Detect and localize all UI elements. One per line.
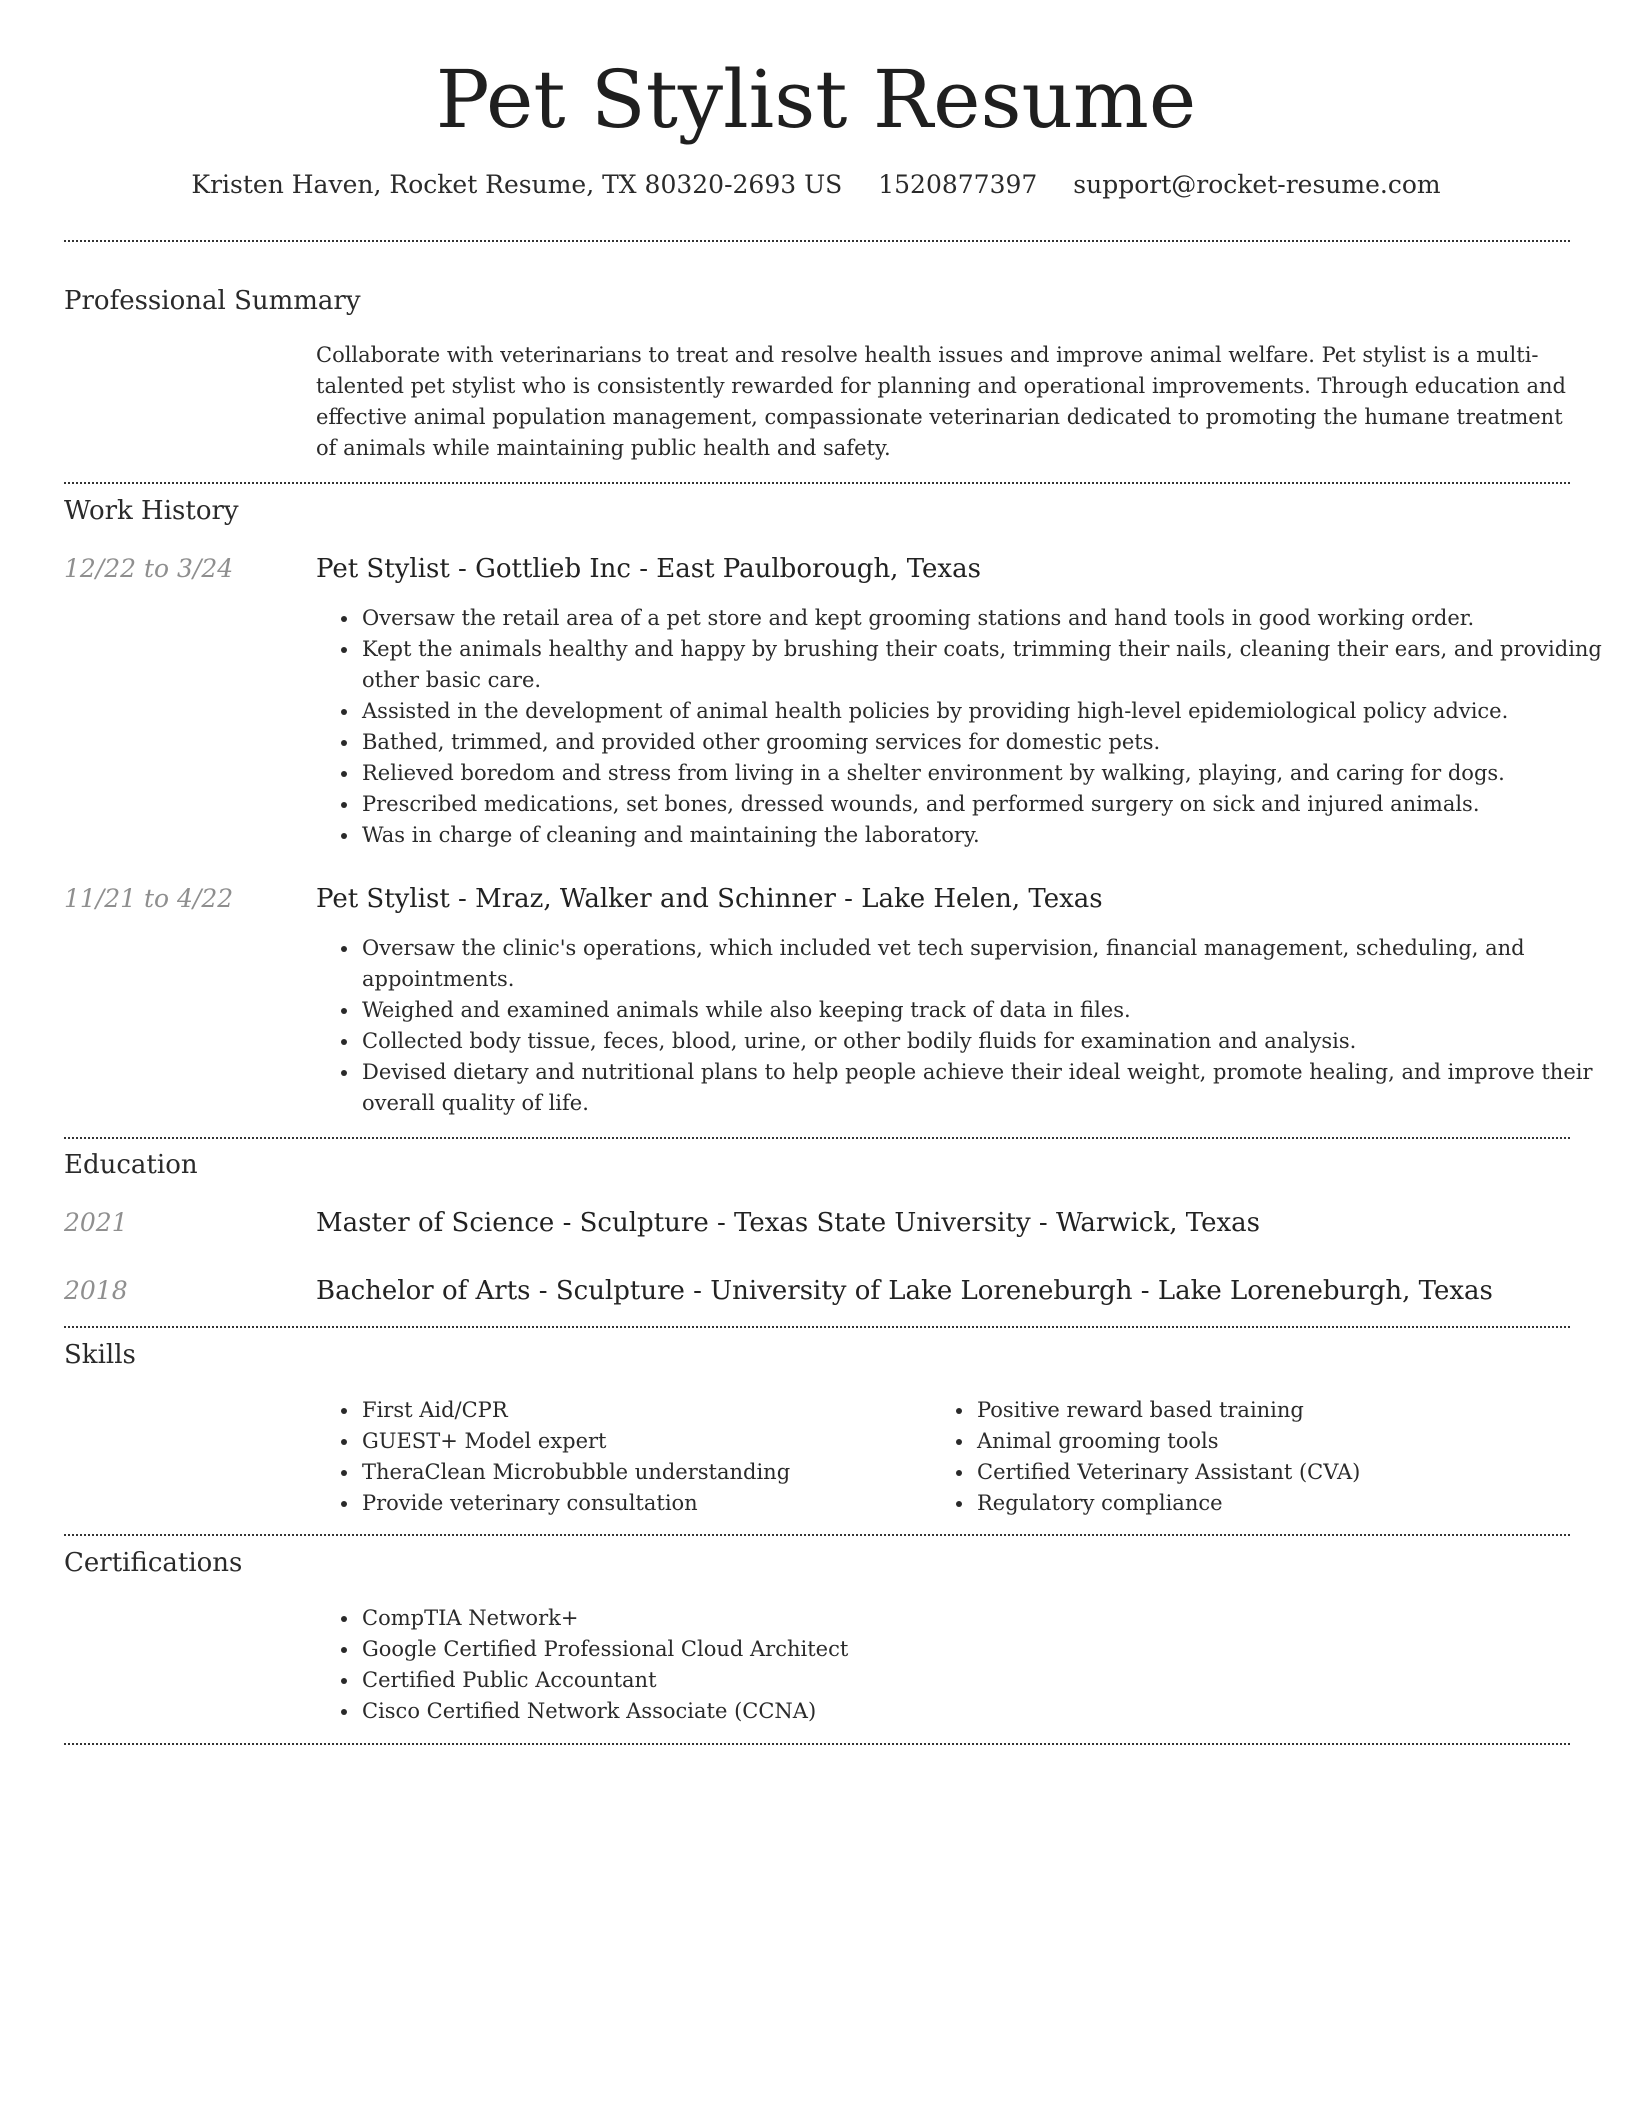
section-divider: [64, 1743, 1570, 1745]
list-item: • CompTIA Network+: [360, 1603, 1260, 1634]
education-year: 2018: [64, 1276, 128, 1305]
section-heading-education: Education: [64, 1150, 198, 1180]
list-item: • First Aid/CPR: [360, 1395, 920, 1426]
section-divider: [64, 1137, 1570, 1139]
list-item: • Provide veterinary consultation: [360, 1488, 920, 1519]
section-divider: [64, 1534, 1570, 1536]
list-item: • Relieved boredom and stress from living in a shelter environment by walking, playing, and caring for dogs.: [360, 758, 1618, 789]
contact-email[interactable]: support@rocket-resume.com: [1073, 170, 1441, 199]
job-title: Pet Stylist - Gottlieb Inc - East Paulborough, Texas: [316, 554, 981, 584]
section-heading-skills: Skills: [64, 1340, 136, 1370]
contact-address: Kristen Haven, Rocket Resume, TX 80320-2693 US: [191, 170, 843, 199]
resume-title: Pet Stylist Resume: [435, 53, 1197, 146]
list-item: • Animal grooming tools: [975, 1426, 1575, 1457]
section-heading-work: Work History: [64, 496, 239, 526]
list-item: • Assisted in the development of animal health policies by providing high-level epidemiological policy advice.: [360, 696, 1618, 727]
section-divider: [64, 482, 1570, 484]
list-item: • Regulatory compliance: [975, 1488, 1575, 1519]
list-item: • Bathed, trimmed, and provided other grooming services for domestic pets.: [360, 727, 1618, 758]
job-duties-list: [316, 603, 1618, 851]
education-degree: Master of Science - Sculpture - Texas State University - Warwick, Texas: [316, 1208, 1260, 1238]
list-item: • Devised dietary and nutritional plans to help people achieve their ideal weight, promote healing, and improve their overall quality of life.: [360, 1057, 1618, 1119]
list-item: • Certified Public Accountant: [360, 1665, 1260, 1696]
list-item: • Collected body tissue, feces, blood, urine, or other bodily fluids for examination and analysis.: [360, 1026, 1618, 1057]
contact-phone: 1520877397: [878, 170, 1038, 199]
list-item: • Prescribed medications, set bones, dressed wounds, and performed surgery on sick and injured animals.: [360, 789, 1618, 820]
skills-list-right: [931, 1395, 1575, 1519]
list-item: • Positive reward based training: [975, 1395, 1575, 1426]
list-item: • Oversaw the clinic's operations, which included vet tech supervision, financial management, scheduling, and appointments.: [360, 933, 1618, 995]
contact-line: [0, 168, 1632, 202]
section-heading-certifications: Certifications: [64, 1548, 243, 1578]
education-degree: Bachelor of Arts - Sculpture - University of Lake Loreneburgh - Lake Loreneburgh, Texas: [316, 1276, 1493, 1306]
list-item: • Google Certified Professional Cloud Architect: [360, 1634, 1260, 1665]
section-heading-summary: Professional Summary: [64, 286, 361, 316]
list-item: • Was in charge of cleaning and maintaining the laboratory.: [360, 820, 1618, 851]
section-divider: [64, 240, 1570, 242]
skills-list-left: [316, 1395, 920, 1519]
list-item: • Certified Veterinary Assistant (CVA): [975, 1457, 1575, 1488]
section-divider: [64, 1326, 1570, 1328]
list-item: • TheraClean Microbubble understanding: [360, 1457, 920, 1488]
list-item: • Cisco Certified Network Associate (CCNA): [360, 1696, 1260, 1727]
list-item: • GUEST+ Model expert: [360, 1426, 920, 1457]
education-year: 2021: [64, 1208, 128, 1237]
job-dates: 11/21 to 4/22: [64, 884, 234, 913]
job-duties-list: [316, 933, 1618, 1119]
job-title: Pet Stylist - Mraz, Walker and Schinner - Lake Helen, Texas: [316, 884, 1103, 914]
list-item: • Weighed and examined animals while also keeping track of data in files.: [360, 995, 1618, 1026]
certifications-list: [316, 1603, 1260, 1727]
job-dates: 12/22 to 3/24: [64, 554, 234, 583]
list-item: • Oversaw the retail area of a pet store and kept grooming stations and hand tools in good working order.: [360, 603, 1618, 634]
summary-text: Collaborate with veterinarians to treat and resolve health issues and improve animal welfare. Pet stylist is a multi-talented pet stylist who is consistently rewarded for planning and operational improvements. Through education and effective animal population management, compassionate veterinarian dedicated to promoting the humane treatment of animals while maintaining public health and safety.: [316, 343, 1566, 460]
list-item: • Kept the animals healthy and happy by brushing their coats, trimming their nails, cleaning their ears, and providing other basic care.: [360, 634, 1618, 696]
